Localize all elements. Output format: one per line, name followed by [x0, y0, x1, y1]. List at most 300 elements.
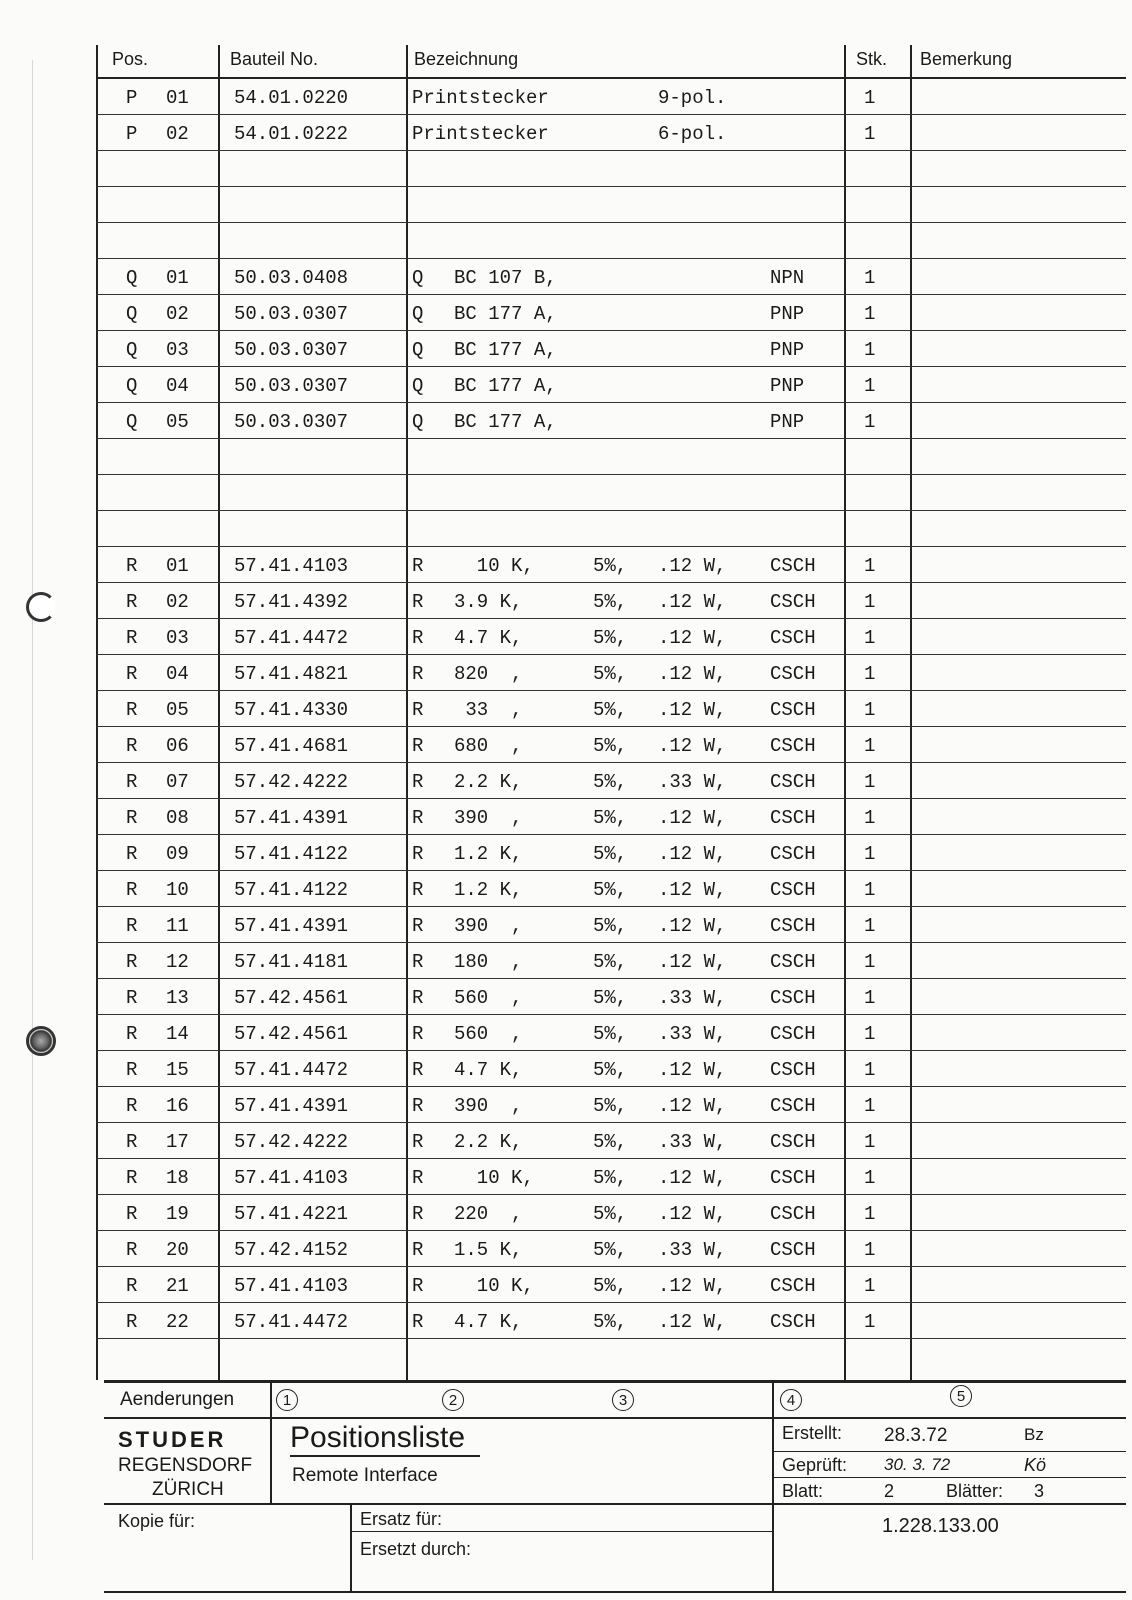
pos-number: 19 — [166, 1203, 189, 1225]
company-logo: STUDER — [118, 1427, 227, 1452]
rule — [772, 1505, 774, 1591]
part-number: 57.41.4472 — [234, 1059, 349, 1081]
designation-extra: CSCH — [770, 1131, 816, 1153]
changes-label: Aenderungen — [120, 1389, 235, 1410]
designation-type: R — [412, 591, 424, 613]
quantity: 1 — [864, 1167, 876, 1189]
pos-number: 01 — [166, 87, 189, 109]
pos-number: 02 — [166, 123, 189, 145]
part-number: 57.41.4392 — [234, 591, 349, 613]
part-number: 57.41.4391 — [234, 1095, 349, 1117]
sheet-number: 2 — [884, 1481, 895, 1501]
pos-number: 08 — [166, 807, 189, 829]
pos-letter: R — [126, 807, 138, 829]
quantity: 1 — [864, 87, 876, 109]
punch-hole-top — [26, 592, 56, 622]
designation-tolerance: 5%, — [593, 555, 628, 577]
designation-tolerance: 5%, — [593, 1167, 628, 1189]
designation-type: R — [412, 843, 424, 865]
table-row — [96, 403, 1126, 439]
pos-letter: R — [126, 987, 138, 1009]
designation-extra: CSCH — [770, 1023, 816, 1045]
quantity: 1 — [864, 771, 876, 793]
designation-value: 4.7 K, — [454, 627, 523, 649]
designation-type: R — [412, 663, 424, 685]
pos-number: 04 — [166, 663, 189, 685]
table-row — [96, 1303, 1126, 1339]
designation-tolerance: 5%, — [593, 1275, 628, 1297]
quantity: 1 — [864, 411, 876, 433]
rule — [270, 1417, 272, 1503]
part-number: 57.41.4472 — [234, 1311, 349, 1333]
checked-by: Kö — [1024, 1455, 1047, 1475]
rule — [774, 1477, 1126, 1478]
designation-extra: CSCH — [770, 663, 816, 685]
designation-tolerance: 5%, — [593, 1023, 628, 1045]
location-line-2: ZÜRICH — [152, 1479, 224, 1500]
designation-value: BC 177 A, — [454, 339, 557, 361]
designation-tolerance: 5%, — [593, 1095, 628, 1117]
pos-number: 18 — [166, 1167, 189, 1189]
designation-tolerance: 5%, — [593, 735, 628, 757]
table-row — [96, 655, 1126, 691]
designation-tolerance: 5%, — [593, 1131, 628, 1153]
part-number: 57.41.4391 — [234, 807, 349, 829]
part-number: 57.42.4561 — [234, 987, 349, 1009]
designation-tolerance: 5%, — [593, 987, 628, 1009]
pos-number: 21 — [166, 1275, 189, 1297]
designation-type: R — [412, 699, 424, 721]
table-row — [96, 259, 1126, 295]
header-remark: Bemerkung — [920, 49, 1013, 69]
designation-type: Printstecker — [412, 87, 549, 109]
pos-letter: R — [126, 735, 138, 757]
pos-number: 06 — [166, 735, 189, 757]
designation-type: R — [412, 735, 424, 757]
punch-hole-bottom — [26, 1026, 56, 1056]
designation-tolerance: 5%, — [593, 915, 628, 937]
pos-letter: R — [126, 1059, 138, 1081]
designation-rating: .12 W, — [658, 843, 727, 865]
designation-rating: .12 W, — [658, 1203, 727, 1225]
designation-value: 390 , — [454, 1095, 523, 1117]
document-number: 1.228.133.00 — [882, 1515, 999, 1537]
designation-type: Q — [412, 267, 424, 289]
pos-letter: R — [126, 1203, 138, 1225]
designation-rating: .12 W, — [658, 1167, 727, 1189]
designation-rating: .33 W, — [658, 1239, 727, 1261]
quantity: 1 — [864, 1203, 876, 1225]
pos-letter: R — [126, 1131, 138, 1153]
designation-extra: CSCH — [770, 951, 816, 973]
designation-tolerance: 5%, — [593, 1311, 628, 1333]
quantity: 1 — [864, 807, 876, 829]
designation-value: 180 , — [454, 951, 523, 973]
parts-list-table — [96, 45, 1126, 1380]
designation-type: R — [412, 1167, 424, 1189]
table-row — [96, 115, 1126, 151]
designation-value: 2.2 K, — [454, 1131, 523, 1153]
pos-letter: R — [126, 1167, 138, 1189]
designation-value: 1.2 K, — [454, 843, 523, 865]
designation-rating: .12 W, — [658, 591, 727, 613]
part-number: 57.41.4181 — [234, 951, 349, 973]
part-number: 57.41.4103 — [234, 1167, 349, 1189]
designation-type: R — [412, 627, 424, 649]
pos-number: 04 — [166, 375, 189, 397]
designation-type: R — [412, 987, 424, 1009]
pos-letter: R — [126, 915, 138, 937]
checked-date: 30. 3. 72 — [884, 1455, 951, 1474]
pos-number: 14 — [166, 1023, 189, 1045]
designation-value: BC 107 B, — [454, 267, 557, 289]
designation-type: R — [412, 1095, 424, 1117]
quantity: 1 — [864, 1239, 876, 1261]
pos-number: 11 — [166, 915, 189, 937]
pos-letter: R — [126, 843, 138, 865]
pos-letter: P — [126, 87, 138, 109]
designation-extra: PNP — [770, 339, 805, 361]
pos-number: 15 — [166, 1059, 189, 1081]
rule — [772, 1383, 774, 1503]
designation-value: BC 177 A, — [454, 375, 557, 397]
pos-letter: R — [126, 591, 138, 613]
quantity: 1 — [864, 1059, 876, 1081]
copy-for-label: Kopie für: — [118, 1511, 196, 1531]
designation-value: 1.5 K, — [454, 1239, 523, 1261]
designation-value: 1.2 K, — [454, 879, 523, 901]
designation-rating: .12 W, — [658, 807, 727, 829]
designation-type: R — [412, 1275, 424, 1297]
replaced-by-label: Ersetzt durch: — [360, 1539, 472, 1559]
table-row — [96, 151, 1126, 187]
part-number: 57.42.4222 — [234, 1131, 349, 1153]
rule — [774, 1451, 1126, 1452]
quantity: 1 — [864, 735, 876, 757]
designation-tolerance: 5%, — [593, 771, 628, 793]
table-row — [96, 223, 1126, 259]
designation-extra: PNP — [770, 303, 805, 325]
quantity: 1 — [864, 879, 876, 901]
designation-extra: CSCH — [770, 555, 816, 577]
part-number: 57.41.4330 — [234, 699, 349, 721]
designation-rating: .12 W, — [658, 1275, 727, 1297]
designation-rating: .12 W, — [658, 1311, 727, 1333]
pos-letter: P — [126, 123, 138, 145]
pos-number: 01 — [166, 267, 189, 289]
location-line-1: REGENSDORF — [118, 1455, 253, 1476]
pos-letter: R — [126, 699, 138, 721]
table-row — [96, 1159, 1126, 1195]
designation-type: R — [412, 771, 424, 793]
table-row — [96, 979, 1126, 1015]
table-row — [96, 187, 1126, 223]
pos-number: 12 — [166, 951, 189, 973]
designation-type: Q — [412, 339, 424, 361]
designation-type: R — [412, 1059, 424, 1081]
designation-value: 390 , — [454, 915, 523, 937]
quantity: 1 — [864, 699, 876, 721]
part-number: 50.03.0307 — [234, 339, 349, 361]
table-row — [96, 1087, 1126, 1123]
designation-type: Q — [412, 411, 424, 433]
designation-value: 4.7 K, — [454, 1059, 523, 1081]
part-number: 54.01.0222 — [234, 123, 349, 145]
created-by: Bz — [1024, 1425, 1044, 1444]
part-number: 50.03.0307 — [234, 303, 349, 325]
table-row — [96, 1123, 1126, 1159]
designation-extra: CSCH — [770, 699, 816, 721]
table-row — [96, 1051, 1126, 1087]
designation-value: 220 , — [454, 1203, 523, 1225]
designation-type: Q — [412, 303, 424, 325]
designation-extra: CSCH — [770, 627, 816, 649]
pos-number: 20 — [166, 1239, 189, 1261]
pos-number: 01 — [166, 555, 189, 577]
table-row — [96, 511, 1126, 547]
designation-extra: PNP — [770, 411, 805, 433]
pos-letter: R — [126, 1311, 138, 1333]
sheet-label: Blatt: — [782, 1481, 824, 1501]
pos-letter: Q — [126, 267, 138, 289]
table-row — [96, 1195, 1126, 1231]
designation-extra: CSCH — [770, 591, 816, 613]
title-block — [104, 1380, 1126, 1598]
created-date: 28.3.72 — [884, 1425, 948, 1446]
designation-value: BC 177 A, — [454, 411, 557, 433]
table-row — [96, 907, 1126, 943]
table-row — [96, 763, 1126, 799]
pos-number: 13 — [166, 987, 189, 1009]
quantity: 1 — [864, 843, 876, 865]
rule — [104, 1503, 1126, 1505]
designation-tolerance: 5%, — [593, 1203, 628, 1225]
table-row — [96, 1267, 1126, 1303]
part-number: 57.41.4221 — [234, 1203, 349, 1225]
quantity: 1 — [864, 303, 876, 325]
table-row — [96, 1231, 1126, 1267]
designation-extra: NPN — [770, 267, 805, 289]
designation-type: R — [412, 1023, 424, 1045]
quantity: 1 — [864, 951, 876, 973]
pos-letter: Q — [126, 303, 138, 325]
change-mark-3: 3 — [612, 1389, 634, 1411]
quantity: 1 — [864, 375, 876, 397]
designation-type: Q — [412, 375, 424, 397]
designation-tolerance: 5%, — [593, 807, 628, 829]
part-number: 57.41.4122 — [234, 879, 349, 901]
pos-letter: R — [126, 1023, 138, 1045]
table-row — [96, 835, 1126, 871]
replacement-for-label: Ersatz für: — [360, 1509, 443, 1529]
pos-letter: R — [126, 1095, 138, 1117]
designation-type: R — [412, 951, 424, 973]
part-number: 57.41.4821 — [234, 663, 349, 685]
pos-letter: R — [126, 879, 138, 901]
change-mark-1: 1 — [276, 1389, 298, 1411]
designation-extra: CSCH — [770, 1311, 816, 1333]
designation-extra: PNP — [770, 375, 805, 397]
designation-extra: CSCH — [770, 735, 816, 757]
designation-value: 10 K, — [454, 1167, 534, 1189]
quantity: 1 — [864, 915, 876, 937]
header-part-no: Bauteil No. — [230, 49, 319, 69]
table-row — [96, 367, 1126, 403]
table-row — [96, 583, 1126, 619]
designation-value: 680 , — [454, 735, 523, 757]
designation-tolerance: 5%, — [593, 843, 628, 865]
designation-type: R — [412, 1311, 424, 1333]
pos-number: 05 — [166, 699, 189, 721]
document-type: Positionsliste — [290, 1421, 466, 1454]
pos-number: 02 — [166, 303, 189, 325]
change-mark-5: 5 — [950, 1385, 972, 1407]
pos-letter: R — [126, 555, 138, 577]
header-qty: Stk. — [856, 49, 888, 69]
change-mark-4: 4 — [780, 1389, 802, 1411]
designation-type: R — [412, 879, 424, 901]
designation-type: R — [412, 807, 424, 829]
designation-rating: .12 W, — [658, 951, 727, 973]
table-row — [96, 871, 1126, 907]
designation-rating: .12 W, — [658, 735, 727, 757]
table-row — [96, 799, 1126, 835]
table-row — [96, 691, 1126, 727]
pos-letter: R — [126, 1275, 138, 1297]
change-mark-2: 2 — [442, 1389, 464, 1411]
part-number: 50.03.0307 — [234, 375, 349, 397]
part-number: 57.41.4391 — [234, 915, 349, 937]
designation-value: 2.2 K, — [454, 771, 523, 793]
designation-tolerance: 5%, — [593, 1239, 628, 1261]
table-row — [96, 943, 1126, 979]
table-row — [96, 619, 1126, 655]
quantity: 1 — [864, 987, 876, 1009]
table-header — [96, 45, 1126, 79]
designation-value: 560 , — [454, 1023, 523, 1045]
designation-tolerance: 5%, — [593, 699, 628, 721]
designation-extra: CSCH — [770, 1167, 816, 1189]
designation-tolerance: 5%, — [593, 879, 628, 901]
designation-rating: .33 W, — [658, 1023, 727, 1045]
designation-rating: .12 W, — [658, 663, 727, 685]
designation-tolerance: 5%, — [593, 951, 628, 973]
document-title: Remote Interface — [292, 1465, 438, 1486]
designation-type: R — [412, 555, 424, 577]
sheets-label: Blätter: — [946, 1481, 1004, 1501]
designation-rating: 6-pol. — [658, 123, 727, 145]
header-pos: Pos. — [112, 49, 149, 69]
designation-tolerance: 5%, — [593, 591, 628, 613]
binder-margin-line — [32, 60, 33, 1560]
designation-type: R — [412, 1203, 424, 1225]
designation-extra: CSCH — [770, 771, 816, 793]
designation-value: 33 , — [454, 699, 523, 721]
designation-rating: .33 W, — [658, 771, 727, 793]
part-number: 54.01.0220 — [234, 87, 349, 109]
designation-extra: CSCH — [770, 1203, 816, 1225]
part-number: 50.03.0408 — [234, 267, 349, 289]
designation-tolerance: 5%, — [593, 1059, 628, 1081]
quantity: 1 — [864, 123, 876, 145]
checked-label: Geprüft: — [782, 1455, 848, 1475]
designation-value: 820 , — [454, 663, 523, 685]
designation-value: 10 K, — [454, 1275, 534, 1297]
table-row — [96, 295, 1126, 331]
pos-letter: R — [126, 1239, 138, 1261]
pos-letter: R — [126, 771, 138, 793]
table-row — [96, 1015, 1126, 1051]
title-underline — [290, 1455, 480, 1457]
pos-letter: R — [126, 627, 138, 649]
part-number: 57.41.4103 — [234, 1275, 349, 1297]
designation-extra: CSCH — [770, 807, 816, 829]
rule — [270, 1383, 272, 1417]
quantity: 1 — [864, 1131, 876, 1153]
quantity: 1 — [864, 1095, 876, 1117]
designation-rating: .12 W, — [658, 555, 727, 577]
quantity: 1 — [864, 663, 876, 685]
pos-number: 03 — [166, 627, 189, 649]
pos-number: 16 — [166, 1095, 189, 1117]
designation-extra: CSCH — [770, 1059, 816, 1081]
table-row — [96, 475, 1126, 511]
part-number: 50.03.0307 — [234, 411, 349, 433]
pos-number: 02 — [166, 591, 189, 613]
designation-rating: 9-pol. — [658, 87, 727, 109]
pos-letter: Q — [126, 375, 138, 397]
designation-extra: CSCH — [770, 879, 816, 901]
table-row — [96, 331, 1126, 367]
rule — [352, 1531, 772, 1532]
pos-number: 07 — [166, 771, 189, 793]
pos-letter: Q — [126, 411, 138, 433]
designation-extra: CSCH — [770, 987, 816, 1009]
pos-number: 22 — [166, 1311, 189, 1333]
rule — [104, 1591, 1126, 1593]
designation-value: BC 177 A, — [454, 303, 557, 325]
designation-type: Printstecker — [412, 123, 549, 145]
part-number: 57.41.4681 — [234, 735, 349, 757]
designation-extra: CSCH — [770, 915, 816, 937]
pos-letter: R — [126, 663, 138, 685]
designation-type: R — [412, 915, 424, 937]
designation-value: 3.9 K, — [454, 591, 523, 613]
pos-letter: Q — [126, 339, 138, 361]
designation-extra: CSCH — [770, 1275, 816, 1297]
part-number: 57.42.4222 — [234, 771, 349, 793]
designation-value: 560 , — [454, 987, 523, 1009]
designation-rating: .12 W, — [658, 1095, 727, 1117]
quantity: 1 — [864, 1023, 876, 1045]
part-number: 57.41.4122 — [234, 843, 349, 865]
part-number: 57.41.4472 — [234, 627, 349, 649]
quantity: 1 — [864, 555, 876, 577]
rule — [104, 1417, 1126, 1419]
designation-extra: CSCH — [770, 843, 816, 865]
pos-number: 17 — [166, 1131, 189, 1153]
designation-type: R — [412, 1239, 424, 1261]
designation-tolerance: 5%, — [593, 627, 628, 649]
quantity: 1 — [864, 627, 876, 649]
table-row — [96, 439, 1126, 475]
designation-rating: .12 W, — [658, 699, 727, 721]
designation-rating: .33 W, — [658, 1131, 727, 1153]
quantity: 1 — [864, 267, 876, 289]
quantity: 1 — [864, 1311, 876, 1333]
part-number: 57.42.4152 — [234, 1239, 349, 1261]
designation-rating: .12 W, — [658, 627, 727, 649]
